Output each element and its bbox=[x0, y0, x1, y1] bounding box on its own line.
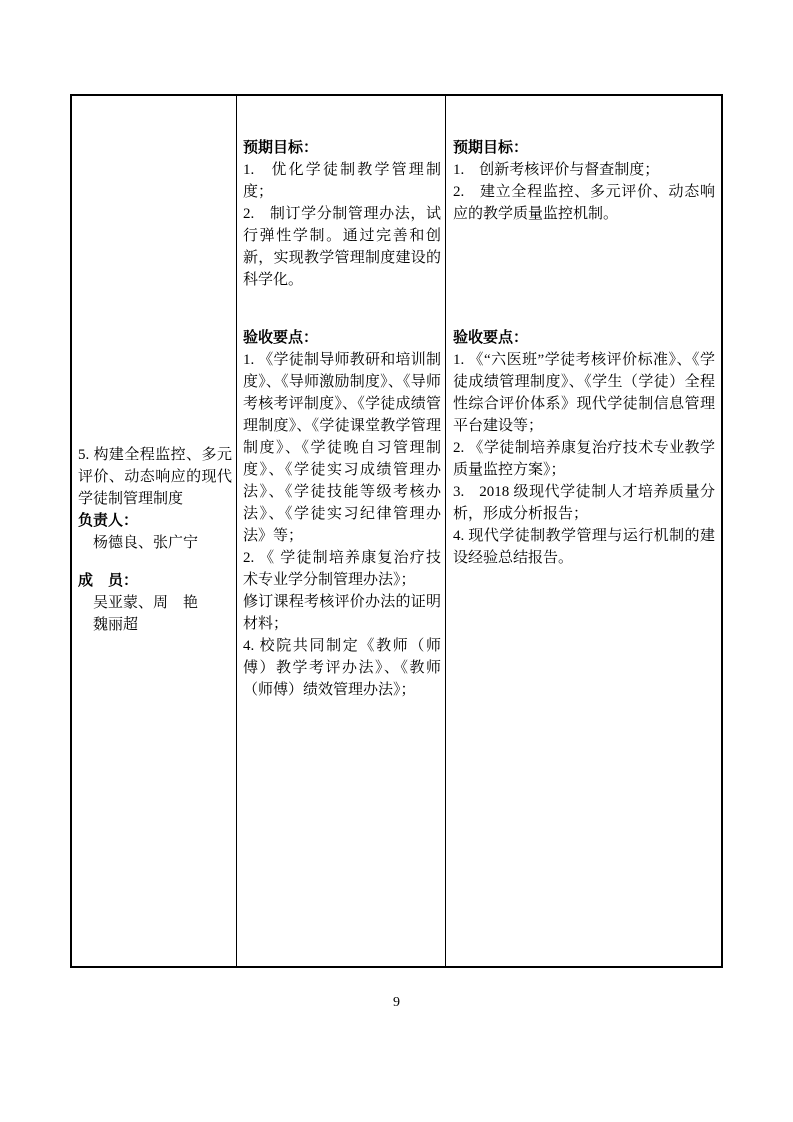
member-names-line2: 魏丽超 bbox=[93, 617, 139, 633]
right-goal-item: 2. 建立全程监控、多元评价、动态响应的教学质量监控机制。 bbox=[453, 184, 715, 222]
leader-label: 负责人： bbox=[78, 513, 139, 529]
middle-acceptance-item: 4. 校院共同制定《教师（师傅）教学考评办法》、《教师（师傅）绩效管理办法》； bbox=[243, 638, 441, 698]
middle-acceptance-block bbox=[243, 327, 441, 701]
page-number: 9 bbox=[393, 995, 400, 1010]
right-column-cell bbox=[446, 96, 721, 966]
middle-column-cell bbox=[237, 96, 446, 966]
member-label: 成 员： bbox=[78, 573, 139, 589]
middle-acceptance-item: 2. 《 学徒制培养康复治疗技术专业学分制管理办法》； bbox=[243, 550, 441, 588]
right-acceptance-heading: 验收要点： bbox=[453, 330, 529, 346]
task-column-cell bbox=[72, 96, 237, 966]
right-goal-item: 1. 创新考核评价与督查制度； bbox=[453, 162, 660, 178]
middle-goal-item: 1. 优化学徒制教学管理制度； bbox=[243, 162, 441, 200]
project-table bbox=[70, 94, 723, 968]
right-acceptance-item: 2. 《学徒制培养康复治疗技术专业教学质量监控方案》； bbox=[453, 440, 715, 478]
leader-names: 杨德良、张广宁 bbox=[93, 535, 199, 551]
middle-acceptance-item: 1. 《学徒制导师教研和培训制度》、《导师激励制度》、《导师考核考评制度》、《学徒成绩管理制度》、《学徒课堂教学管理制度》、《学徒晚自习管理制度》、《学徒实习成绩管理办法》、《学徒技能等级考核办法》、《学徒实习纪律管理办法》等； bbox=[243, 352, 441, 544]
right-goals-heading: 预期目标： bbox=[453, 140, 529, 156]
middle-goal-item: 2. 制订学分制管理办法，试行弹性学制。通过完善和创新，实现教学管理制度建设的科学化。 bbox=[243, 206, 441, 288]
middle-acceptance-item: 修订课程考核评价办法的证明材料； bbox=[243, 594, 441, 632]
middle-goals-heading: 预期目标： bbox=[243, 140, 319, 156]
right-goals-block bbox=[453, 137, 715, 225]
middle-goals-block bbox=[243, 137, 441, 291]
right-acceptance-item: 1. 《“六医班”学徒考核评价标准》、《学徒成绩管理制度》、《学生（学徒）全程性综合评价体系》现代学徒制信息管理平台建设等； bbox=[453, 352, 715, 434]
right-acceptance-item: 3. 2018 级现代学徒制人才培养质量分析，形成分析报告； bbox=[453, 484, 715, 522]
task-info-block bbox=[78, 444, 232, 636]
right-acceptance-block bbox=[453, 327, 715, 569]
task-title: 5. 构建全程监控、多元评价、动态响应的现代学徒制管理制度 bbox=[78, 447, 232, 507]
member-names-line1: 吴亚蒙、周 艳 bbox=[93, 595, 199, 611]
right-acceptance-item: 4. 现代学徒制教学管理与运行机制的建设经验总结报告。 bbox=[453, 528, 715, 566]
middle-acceptance-heading: 验收要点： bbox=[243, 330, 319, 346]
